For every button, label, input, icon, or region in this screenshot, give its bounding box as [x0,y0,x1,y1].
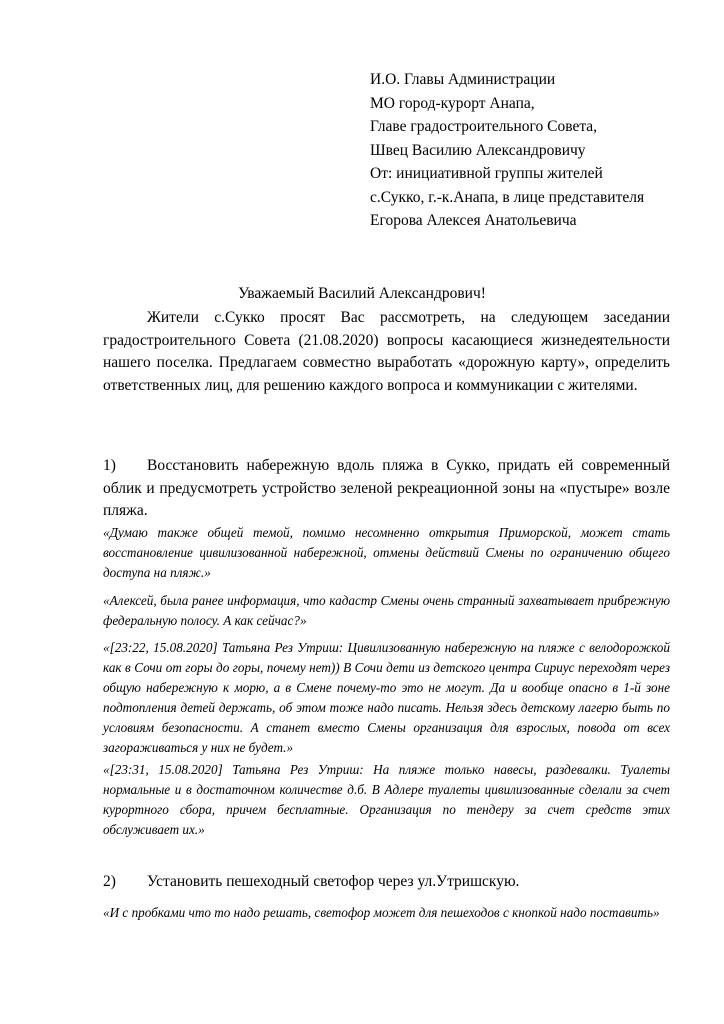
quote: «И с пробками что то надо решать, светофор может для пешеходов с кнопкой надо поставить» [103,905,660,920]
addressee-line: Главе градостроительного Совета, [370,118,598,135]
list-item-1 [103,455,670,523]
greeting: Уважаемый Василий Александрович! [238,285,486,302]
addressee-line: И.О. Главы Администрации [370,71,556,88]
item-number: 1) [103,457,116,474]
quote: «[23:22, 15.08.2020] Татьяна Рез Утриш: Цивилизованную набережную на пляже с велодорожкой как в Сочи от горы до горы, почему нет)) В Сочи дети из детского центра Сириус переходят через общую набережную к морю, а в Смене почему-то это не могут. Да и вообще опасно в 1-й зоне подтопления детей держать, об этом тоже надо писать. Нельзя здесь детскому лагерю быть по условиям безопасности. А станет вместо Смены организация для взрослых, повода от всех загораживаться у них не будет.» [103,640,670,755]
addressee-line: Егорова Алексея Анатольевича [370,212,577,229]
addressee-block [370,68,715,233]
addressee-line: с.Сукко, г.-к.Анапа, в лице представителя [370,188,645,206]
addressee-line: От: инициативной группы жителей [370,165,603,182]
quote: «Алексей, была ранее информация, что кадастр Смены очень странный захватывает прибрежную федеральную полосу. А как сейчас?» [103,593,670,628]
addressee-line: МО город-курорт Анапа, [370,94,535,112]
addressee-line: Швец Василию Александровичу [370,141,586,159]
list-item-2 [103,871,670,894]
item-text: Восстановить набережную вдоль пляжа в Сукко, придать ей современный облик и предусмотреть устройство зеленой рекреационной зоны на «пустыре» возле пляжа. [103,457,670,519]
quote: «Думаю также общей темой, помимо несомненно открытия Приморской, может стать восстановление цивилизованной набережной, отмены действий Смены по ограничению общего доступа на пляж.» [103,525,670,580]
item-text: Установить пешеходный светофор через ул.Утришскую. [147,873,520,890]
quote: «[23:31, 15.08.2020] Татьяна Рез Утриш: На пляже только навесы, раздевалки. Туалеты нормальные и в достаточном количестве д.б. В Адлере туалеты цивилизованные сделали за счет курортного сбора, причем бесплатные. Организация по тендеру за счет средств этих обслуживает их.» [103,762,670,837]
item-number: 2) [103,873,116,890]
intro-paragraph: Жители с.Сукко просят Вас рассмотреть, на следующем заседании градостроительного Совета (21.08.2020) вопросы касающиеся жизнедеятельности нашего поселка. Предлагаем совместно выработать «дорожную карту», определить ответственных лиц, для решению каждого вопроса и коммуникации с жителями. [103,309,670,394]
